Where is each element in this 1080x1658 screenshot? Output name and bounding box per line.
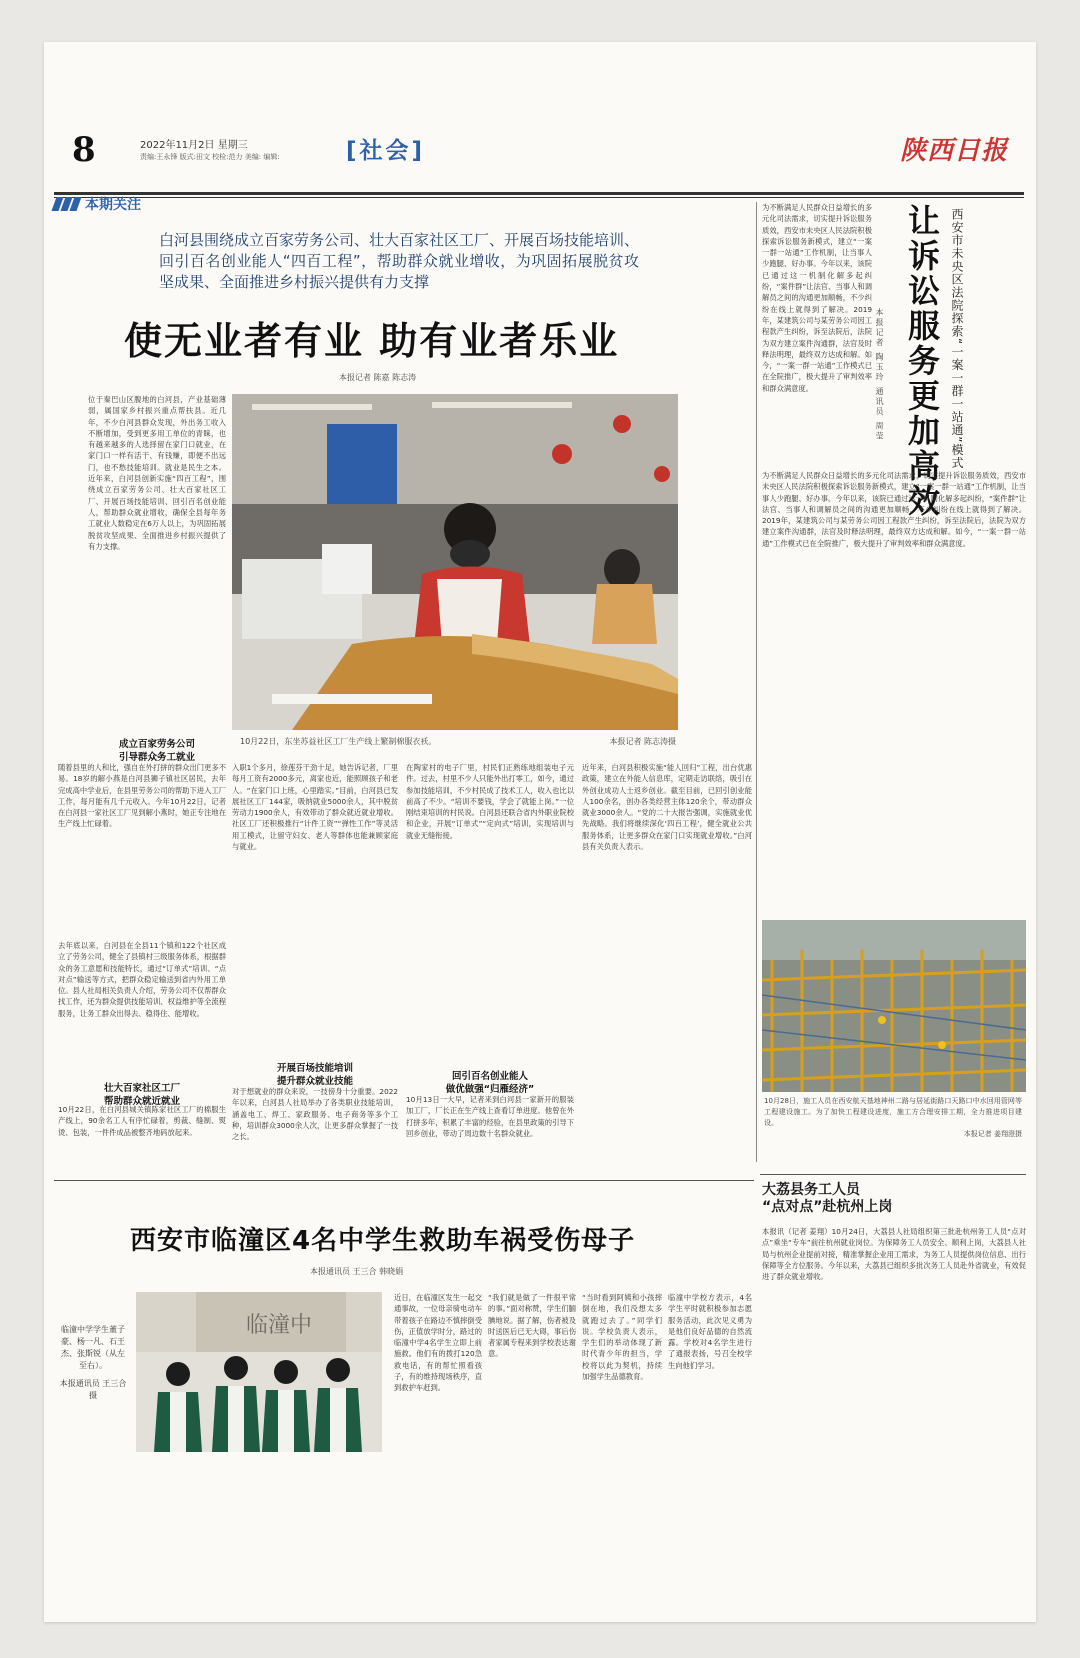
- second-col-3: “当时看到阿姨和小孩摔倒在地，我们没想太多就跑过去了。”同学们说。学校负责人表示，学生们的举动体现了新时代青少年的担当，学校将以此为契机，持续加强学生品德教育。: [582, 1293, 662, 1382]
- page-number: 8: [72, 130, 96, 170]
- main-photo-caption-text: 10月22日，东坐苏益社区工厂生产线上繁制棉服衣袄。: [240, 737, 437, 746]
- side-kicker: 西安市未央区法院探索“一案一群一站通”模式: [950, 208, 964, 470]
- svg-text:临潼中: 临潼中: [246, 1313, 313, 1338]
- masthead-rule-thin: [54, 197, 1024, 198]
- construction-caption: [764, 1096, 1022, 1140]
- col-1-text: 位于秦巴山区腹地的白河县，产业基础薄弱，属国家乡村振兴重点帮扶县。近几年，不少白河县群众发现，外出务工收入不断增加，受到更多用工单位的青睐，也有越来越多的人选择留在家门口就业，在家门口一样有活干、有钱赚，即便不出远门，也不愁技能培训。就业是民生之本。近年来，白河县创新实施“四百工程”，围绕成立百家劳务公司、壮大百家社区工厂、开展百场技能培训、回引百名创业能人，帮助群众就业增收，确保全县每年务工就业人数稳定在6万人以上，为巩固拓展脱贫攻坚成果、全面推进乡村振兴提供了有力支撑。: [88, 395, 226, 551]
- col-3-text-2: 对于想就业的群众来说，一技傍身十分重要。2022年以来，白河县人社局举办了各类职业技能培训，涵盖电工、焊工、家政服务、电子商务等多个工种，培训群众3000余人次，让更多群众掌握了一技之长。: [232, 1087, 398, 1142]
- factory-photo: [232, 394, 678, 730]
- main-photo-caption: [240, 736, 676, 747]
- construction-photo: [762, 920, 1026, 1092]
- col-3-text: 入职1个多月，徐莲芬干劲十足，她告诉记者，厂里每月工资有2000多元，离家也近，能照顾孩子和老人。“在家门口上班，心里踏实。”目前，白河县已发展社区工厂144家，吸纳就业5000余人，其中脱贫劳动力1900余人，有效带动了群众就近就业增收。社区工厂还积极推行“计件工资”“弹性工作”等灵活用工模式，让留守妇女、老人等群体也能兼顾家庭与就业。: [232, 763, 398, 852]
- students-credit: 本报通讯员 王三合摄: [59, 1379, 127, 1400]
- main-byline: 本报记者 陈嘉 陈志涛: [339, 373, 417, 382]
- dali-text: 本报讯（记者 姜翔）10月24日，大荔县人社局组织第三批赴杭州务工人员“点对点”乘坐“专车”前往杭州就业岗位。为保障务工人员安全、顺利上岗，大荔县人社局与杭州企业提前对接，精准掌握企业用工需求，为务工人员提供岗位信息、出行保障等全方位服务。今年以来，大荔县已组织多批次务工人员赴外省就业，有效促进了群众就业增收。: [762, 1227, 1026, 1282]
- dali-headline-text: 大荔县务工人员 “点对点”赴杭州上岗: [762, 1182, 1026, 1216]
- construction-caption-text: 10月28日，施工人员在西安航天基地神州二路与居延街路口天路口中水回用管网等工程建设施工。为了加快工程建设进度，施工方合理安排工期，全力推进项目建设。: [764, 1097, 1022, 1127]
- side-text-top: 为不断满足人民群众日益增长的多元化司法需求，切实提升诉讼服务质效，西安市未央区人民法院积极探索诉讼服务新模式，建立“一案一群一站通”工作机制，让当事人少跑腿、好办事。今年以来，该院已通过这一机制化解多起纠纷，“案件群”让法官、当事人和调解员之间的沟通更加顺畅，不少纠纷在线上就得到了解决。2019年，某建筑公司与某劳务公司因工程款产生纠纷，诉至法院后，法院为双方建立案件沟通群，法官及时释法明理，最终双方达成和解。如今，“一案一群一站通”工作模式已在全院推广，极大提升了审判效率和群众满意度。: [762, 203, 872, 393]
- subhead-1: 成立百家劳务公司 引导群众务工就业: [118, 739, 195, 763]
- right-divider: [760, 1174, 1026, 1175]
- second-headline: 西安市临潼区4名中学生救助车祸受伤母子: [130, 1226, 636, 1256]
- issue-date: 2022年11月2日 星期三: [140, 140, 248, 151]
- side-headline: 让诉讼服务更加高效: [903, 204, 941, 519]
- second-byline: 本报通讯员 王三合 韩晓娟: [310, 1267, 404, 1276]
- focus-label: [54, 194, 141, 214]
- masthead: [54, 130, 1024, 192]
- second-col-2: “我们就是做了一件很平常的事。”面对称赞，学生们腼腆地说。据了解，伤者被及时送医后已无大碍，事后伤者家属专程来到学校表达谢意。: [488, 1293, 576, 1359]
- paper-logo: 陕西日报: [899, 136, 1008, 166]
- side-text: 为不断满足人民群众日益增长的多元化司法需求，切实提升诉讼服务质效，西安市未央区人民法院积极探索诉讼服务新模式，建立“一案一群一站通”工作机制，让当事人少跑腿、好办事。今年以来，该院已通过这一机制化解多起纠纷，“案件群”让法官、当事人和调解员之间的沟通更加顺畅，不少纠纷在线上就得到了解决。2019年，某建筑公司与某劳务公司因工程款产生纠纷，诉至法院后，法院为双方建立案件沟通群，法官及时释法明理，最终双方达成和解。如今，“一案一群一站通”工作模式已在全院推广，极大提升了审判效率和群众满意度。: [762, 471, 1026, 548]
- students-caption: [58, 1324, 128, 1402]
- main-headline: 使无业者有业 助有业者乐业: [124, 319, 620, 363]
- column-divider: [756, 202, 757, 1162]
- subhead-3: 开展百场技能培训 提升群众就业技能: [276, 1063, 353, 1087]
- section-divider: [54, 1180, 754, 1181]
- col-4-text-2: 10月13日一大早，记者来到白河县一家新开的服装加工厂，厂长正在生产线上查看订单进度。他曾在外打拼多年，积累了丰富的经验，在县里政策的引导下回乡创业，带动了周边数十名群众就业。: [406, 1095, 574, 1138]
- section-tag: [社会]: [346, 138, 426, 164]
- col-2-text-2: 10月22日，在白河县城关镇陈家社区工厂的棉服生产线上，90余名工人有序忙碌着，剪裁、缝制、熨烫、包装，一件件成品被整齐地码放起来。: [58, 1105, 226, 1137]
- students-photo: [136, 1292, 382, 1452]
- main-photo-credit: 本报记者 陈志涛摄: [609, 737, 676, 746]
- newspaper-page: [44, 42, 1036, 1622]
- construction-credit: 本报记者 姜翔澄摄: [963, 1130, 1022, 1138]
- focus-bars-icon: [54, 197, 79, 211]
- masthead-rule: [54, 192, 1024, 195]
- subhead-2: 壮大百家社区工厂 帮助群众就近就业: [103, 1083, 180, 1107]
- lead-paragraph: 白河县围绕成立百家劳务公司、壮大百家社区工厂、开展百场技能培训、回引百名创业能人“四百工程”，帮助群众就业增收，为巩固拓展脱贫攻坚成果、全面推进乡村振兴提供有力支撑: [159, 231, 640, 291]
- col-2-text: 去年底以来，白河县在全县11个镇和122个社区成立了劳务公司，健全了县镇村三级服务体系，根据群众的务工意愿和技能特长，通过“订单式”培训、“点对点”输送等方式，把群众稳定输送到省内外用工单位。县人社局相关负责人介绍，劳务公司不仅帮群众找工作，还为群众提供技能培训、权益维护等全流程服务，让务工群众出得去、稳得住、能增收。: [58, 941, 226, 1018]
- students-caption-text: 临潼中学学生董子豪、杨一凡、石王杰、张斯锐（从左至右）。: [61, 1325, 125, 1370]
- col-5-text: 近年来，白河县积极实施“能人回归”工程，出台优惠政策，建立在外能人信息库，定期走访联络，吸引在外创业成功人士返乡创业。截至目前，已回引创业能人100余名，创办各类经营主体120余个，带动群众就业3000余人。“党的二十大报告强调，实施就业优先战略。我们将继续深化‘四百工程’，健全就业公共服务体系，让更多群众在家门口实现就业增收。”白河县有关负责人表示。: [582, 763, 752, 852]
- col-4-text: 在陶家村的电子厂里，村民们正熟练地组装电子元件。过去，村里不少人只能外出打零工，如今，通过参加技能培训，不少村民成了技术工人，收入也比以前高了不少。“培训不要钱，学会了就能上岗。”一位刚结束培训的村民说。白河县还联合省内外职业院校和企业，开展“订单式”“定向式”培训，实现培训与就业无缝衔接。: [406, 763, 574, 840]
- second-col-1: 近日，在临潼区发生一起交通事故，一位母亲骑电动车带着孩子在路边不慎摔倒受伤，正值放学时分，路过的临潼中学4名学生立即上前施救。他们有的拨打120急救电话，有的帮忙照看孩子，有的维持现场秩序，直到救护车赶到。: [394, 1293, 482, 1393]
- staff-credits: 责编:王永锋 版式:田文 校检:范力 美编: 编辑:: [140, 153, 280, 161]
- side-byline: 本报记者 陶玉玲 通讯员 周莹: [875, 308, 884, 442]
- focus-label-text: 本期关注: [85, 197, 141, 213]
- col-1-text-2: 随着县里的人和比，强自在外打拼的群众出门更多不易。18岁的解小燕是白河县狮子镇社区居民，去年完成高中学业后，在县里劳务公司的帮助下进入工厂工作，每月能有几千元收入。今年10月22日，记者在白河县一家社区工厂见到解小燕时，她正专注地在生产线上忙碌着。: [58, 763, 226, 829]
- second-col-4: 临潼中学校方表示，4名学生平时就积极参加志愿服务活动，此次见义勇为是他们良好品德的自然流露。学校对4名学生进行了通报表扬，号召全校学生向他们学习。: [668, 1293, 752, 1370]
- subhead-4: 回引百名创业能人 做优做强“归雁经济”: [445, 1071, 535, 1095]
